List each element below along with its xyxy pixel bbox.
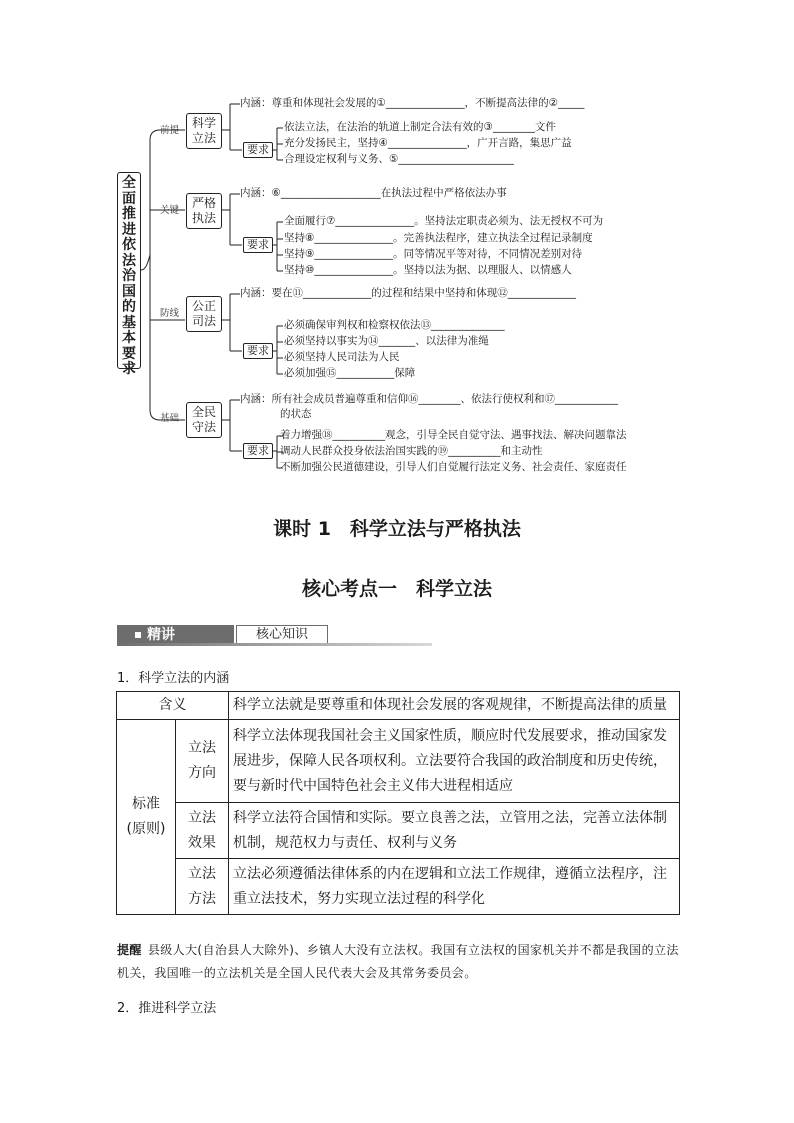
table-cell-label: 立法效果 [176, 803, 229, 859]
requirement-item: 依法立法，在法治的轨道上制定合法有效的③________文件 [284, 121, 556, 133]
table-cell-label: 含义 [117, 692, 229, 720]
table-cell-label: 立法方法 [176, 859, 229, 915]
tip-text: 县级人大(自治县人大除外)、乡镇人大没有立法权。我国有立法权的国家机关并不都是我国的立法机关，我国唯一的立法机关是全国人民代表大会及其常务委员会。 [117, 943, 679, 980]
banner-light-label: 核心知识 [236, 625, 328, 645]
banner-dark-label: 精讲 [117, 625, 234, 645]
requirement-item: 不断加强公民道德建设，引导人们自觉履行法定义务、社会责任、家庭责任 [280, 461, 627, 473]
neihan-text: 内涵：尊重和体现社会发展的①_______________，不断提高法律的②_____ [240, 97, 585, 109]
table-cell-text: 科学立法就是要尊重和体现社会发展的客观规律，不断提高法律的质量 [229, 692, 680, 720]
neihan-text-continued: 的状态 [280, 408, 312, 420]
neihan-text: 内涵：要在⑪_____________的过程和结果中坚持和体现⑫_____________ [240, 287, 576, 299]
legislation-table [116, 691, 680, 915]
tip-label: 提醒 [117, 943, 142, 957]
edge-label-foundation: 基础 [160, 413, 180, 424]
table-cell-label: 立法方向 [176, 720, 229, 803]
requirement-item: 必须坚持人民司法为人民 [284, 351, 400, 363]
table-row [117, 803, 680, 859]
requirements-label: 要求 [243, 237, 273, 253]
mind-map [0, 0, 794, 490]
tip-paragraph [117, 939, 679, 985]
table-row [117, 859, 680, 915]
section-banner [117, 625, 432, 647]
requirement-item: 调动人民群众投身依法治国实践的⑲__________和主动性 [280, 445, 543, 457]
table-cell-text: 科学立法体现我国社会主义国家性质，顺应时代发展要求，推动国家发展进步，保障人民各项权利。立法要符合我国的政治制度和历史传统，要与新时代中国特色社会主义伟大进程相适应 [229, 720, 680, 803]
requirement-item: 坚持⑩_______________。坚持以法为据、以理服人、以情感人 [284, 264, 572, 276]
requirement-item: 全面履行⑦_______________。坚持法定职责必须为、法无授权不可为 [284, 215, 604, 227]
core-point-title: 核心考点一 科学立法 [301, 578, 492, 600]
section-heading: 2．推进科学立法 [117, 1001, 217, 1016]
requirement-item: 必须坚持以事实为⑭_______、以法律为准绳 [284, 335, 489, 347]
requirement-item: 坚持⑨_______________。同等情况平等对待，不同情况差别对待 [284, 248, 583, 260]
neihan-text: 内涵：⑥___________________在执法过程中严格依法办事 [240, 187, 507, 199]
edge-label-premise: 前提 [160, 125, 180, 136]
requirement-item: 充分发扬民主，坚持④_______________，广开言路，集思广益 [284, 137, 572, 149]
requirement-item: 着力增强⑱__________观念，引导全民自觉守法、遇事找法、解决问题靠法 [280, 429, 627, 441]
table-row [117, 692, 680, 720]
requirement-item: 坚持⑧_______________。完善执法程序，建立执法全过程记录制度 [284, 232, 593, 244]
table-cell-text: 科学立法符合国情和实际。要立良善之法，立管用之法，完善立法体制机制，规范权力与责任、权利与义务 [229, 803, 680, 859]
section-heading: 1．科学立法的内涵 [117, 671, 230, 686]
lesson-title: 课时 1 科学立法与严格执法 [273, 518, 521, 540]
requirements-label: 要求 [243, 343, 273, 359]
node-strict-enforcement: 严格执法 [186, 193, 222, 229]
requirement-item: 合理设定权利与义务、⑤______________________ [284, 153, 514, 165]
node-universal-law-abiding: 全民守法 [186, 402, 222, 438]
neihan-text: 内涵：所有社会成员普遍尊重和信仰⑯________、依法行使权利和⑰____________ [240, 393, 618, 405]
node-scientific-legislation: 科学立法 [186, 113, 222, 149]
edge-label-defense: 防线 [160, 308, 180, 319]
root-node: 全面推进依法治国的基本要求 [117, 172, 141, 369]
edge-label-key: 关键 [160, 205, 180, 216]
banner-underline [117, 643, 432, 646]
requirement-item: 必须确保审判权和检察权依法⑬______________ [284, 319, 505, 331]
table-group-label: 标准(原则) [117, 720, 176, 915]
table-row [117, 720, 680, 803]
table-cell-text: 立法必须遵循法律体系的内在逻辑和立法工作规律，遵循立法程序，注重立法技术，努力实现立法过程的科学化 [229, 859, 680, 915]
node-fair-justice: 公正司法 [186, 296, 222, 332]
requirements-label: 要求 [243, 443, 273, 459]
requirement-item: 必须加强⑮___________保障 [284, 367, 416, 379]
requirements-label: 要求 [243, 142, 273, 158]
